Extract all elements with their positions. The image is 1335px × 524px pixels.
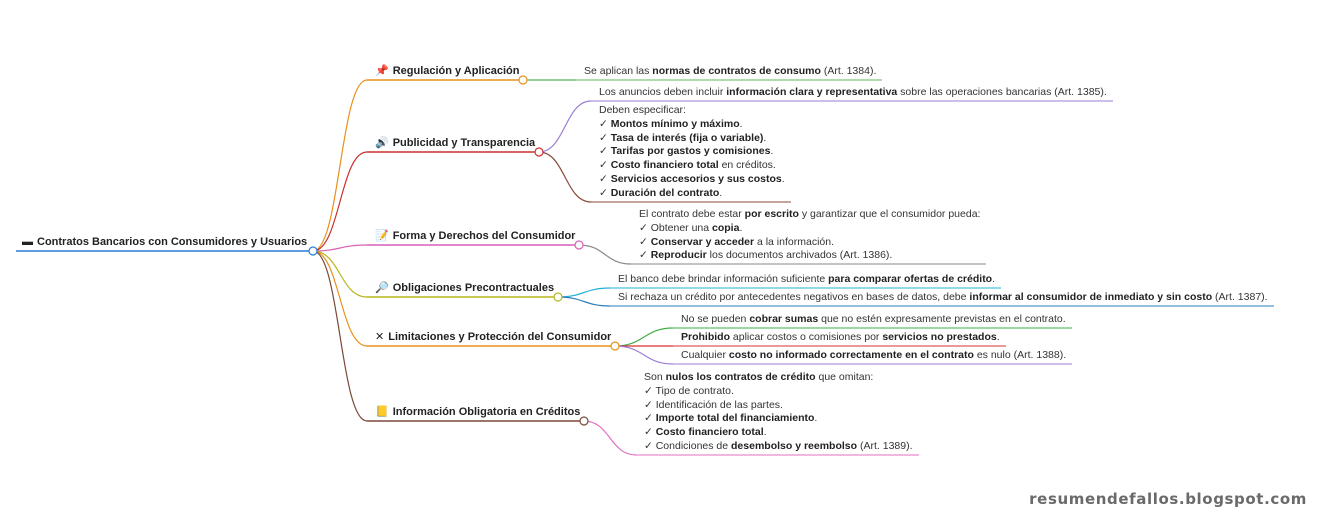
leaf-connector <box>615 346 673 364</box>
leaf-text-bold: Montos mínimo y máximo <box>610 117 740 130</box>
leaf-text: . <box>992 273 996 285</box>
branch-label: Información Obligatoria en Créditos <box>392 406 581 418</box>
leaf-text-bold: Importe total del financiamiento <box>655 412 815 425</box>
leaf-text: ✓ <box>599 131 611 144</box>
leaf-text-bold: Tasa de interés (fija o variable) <box>610 131 764 144</box>
leaf-text-bold: copia <box>712 221 740 234</box>
leaf-text: . <box>763 426 767 439</box>
leaf-text: Cualquier <box>681 349 729 361</box>
branch-node-circle <box>575 241 583 249</box>
cross-mark-icon: ✕ <box>375 331 385 343</box>
leaf-line <box>644 440 913 454</box>
leaf-line <box>599 173 785 187</box>
leaf-node <box>618 273 995 287</box>
card-box-icon: ▬ <box>22 236 33 248</box>
leaf-connector <box>539 152 591 202</box>
leaf-text: ✓ <box>639 235 651 248</box>
branch-node-circle <box>535 148 543 156</box>
leaf-node <box>639 208 980 263</box>
leaf-text: (Art. 1387). <box>1212 291 1268 303</box>
leaf-text-bold: normas de contratos de consumo <box>652 65 821 77</box>
leaf-text: ✓ <box>639 249 651 262</box>
branch-label: Publicidad y Transparencia <box>392 137 536 149</box>
leaf-node <box>584 65 876 79</box>
leaf-text: ✓ <box>644 426 656 439</box>
branch-node-circle <box>519 76 527 84</box>
pushpin-icon: 📌 <box>375 65 389 77</box>
leaf-text: ✓ <box>599 117 611 130</box>
leaf-text-bold: para comparar ofertas de crédito <box>828 273 993 285</box>
leaf-node <box>681 331 1000 345</box>
leaf-text: (Art. 1389). <box>857 439 913 452</box>
branch-connector <box>313 80 367 251</box>
leaf-line <box>644 371 913 385</box>
root-node <box>22 236 307 250</box>
leaf-text: que omitan: <box>815 371 874 383</box>
leaf-text: y garantizar que el consumidor pueda: <box>798 208 981 220</box>
leaf-text-bold: cobrar sumas <box>749 313 819 325</box>
leaf-line <box>639 236 980 250</box>
leaf-line <box>599 132 785 146</box>
branch-connector <box>313 251 367 346</box>
leaf-line <box>639 208 980 222</box>
leaf-line <box>618 291 1268 305</box>
leaf-line <box>644 399 913 413</box>
branch-publicidad <box>375 137 535 151</box>
leaf-text: . <box>770 145 774 158</box>
leaf-text-bold: por escrito <box>744 208 799 220</box>
leaf-text: . <box>719 186 723 199</box>
leaf-text: . <box>763 131 767 144</box>
leaf-node <box>681 349 1066 363</box>
branch-label: Obligaciones Precontractuales <box>392 282 555 294</box>
leaf-text: . <box>814 412 818 425</box>
leaf-text: ✓ Obtener una <box>639 221 713 234</box>
leaf-line <box>618 273 995 287</box>
leaf-text: ✓ <box>599 159 611 172</box>
branch-connector <box>313 251 367 421</box>
leaf-text-bold: Servicios accesorios y sus costos <box>610 172 782 185</box>
leaf-line <box>599 104 785 118</box>
branch-informacion <box>375 406 580 420</box>
leaf-text-bold: Tarifas por gastos y comisiones <box>610 145 771 158</box>
leaf-text: No se pueden <box>681 313 750 325</box>
leaf-node <box>644 371 913 454</box>
leaf-line <box>681 331 1000 345</box>
leaf-node <box>599 104 785 201</box>
leaf-connector <box>579 245 631 264</box>
leaf-text-bold: costo no informado correctamente en el contrato <box>728 349 974 361</box>
leaf-line <box>599 86 1107 100</box>
magnifier-icon: 🔎 <box>375 282 389 294</box>
leaf-text: ✓ Identificación de las partes. <box>644 398 783 411</box>
leaf-text: ✓ <box>599 186 611 199</box>
leaf-connector <box>539 101 591 152</box>
branch-label: Limitaciones y Protección del Consumidor <box>388 331 612 343</box>
branch-node-circle <box>611 342 619 350</box>
leaf-text: El contrato debe estar <box>639 208 745 220</box>
leaf-text: Deben especificar: <box>599 104 686 116</box>
watermark-text: resumendefallos.blogspot.com <box>1029 490 1307 508</box>
leaf-text-bold: Prohibido <box>681 331 730 343</box>
leaf-text: sobre las operaciones bancarias (Art. 1385). <box>897 86 1107 98</box>
leaf-line <box>599 118 785 132</box>
leaf-text: los documentos archivados (Art. 1386). <box>706 249 893 262</box>
leaf-line <box>639 222 980 236</box>
leaf-connector <box>584 421 636 455</box>
leaf-text-bold: Costo financiero total <box>610 159 719 172</box>
leaf-line <box>644 412 913 426</box>
branch-limitaciones <box>375 331 611 345</box>
leaf-text-bold: nulos los contratos de crédito <box>665 371 816 383</box>
leaf-line <box>599 145 785 159</box>
leaf-line <box>644 385 913 399</box>
branch-obligaciones <box>375 282 554 296</box>
leaf-text: ✓ <box>599 145 611 158</box>
leaf-text: es nulo (Art. 1388). <box>973 349 1067 361</box>
leaf-text: Si rechaza un crédito por antecedentes negativos en bases de datos, debe <box>618 291 970 303</box>
leaf-text: ✓ Tipo de contrato. <box>644 384 734 397</box>
root-label: Contratos Bancarios con Consumidores y Usuarios <box>37 236 308 248</box>
leaf-node <box>599 86 1107 100</box>
speaker-icon: 🔊 <box>375 137 389 149</box>
leaf-text: en créditos. <box>718 159 776 172</box>
leaf-text: . <box>739 117 743 130</box>
leaf-text-bold: informar al consumidor de inmediato y sin costo <box>969 291 1213 303</box>
leaf-text: ✓ Condiciones de <box>644 439 732 452</box>
leaf-text: Se aplican las <box>584 65 653 77</box>
branch-label: Forma y Derechos del Consumidor <box>392 230 576 242</box>
leaf-connector <box>558 297 610 306</box>
leaf-node <box>618 291 1268 305</box>
leaf-text-bold: desembolso y reembolso <box>731 439 858 452</box>
leaf-text: (Art. 1384). <box>820 65 877 77</box>
leaf-text-bold: Duración del contrato <box>610 186 720 199</box>
leaf-text: . <box>739 221 743 234</box>
leaf-text: El banco debe brindar información suficiente <box>618 273 829 285</box>
ledger-icon: 📒 <box>375 406 389 418</box>
leaf-text-bold: información clara y representativa <box>726 86 898 98</box>
leaf-text: ✓ <box>644 412 656 425</box>
leaf-text: Son <box>644 371 666 383</box>
leaf-node <box>681 313 1066 327</box>
leaf-connector <box>615 328 673 346</box>
leaf-text-bold: Conservar y acceder <box>650 235 755 248</box>
leaf-text: aplicar costos o comisiones por <box>730 331 883 343</box>
leaf-line <box>599 187 785 201</box>
leaf-line <box>599 159 785 173</box>
leaf-text: ✓ <box>599 172 611 185</box>
leaf-text: Los anuncios deben incluir <box>599 86 727 98</box>
memo-icon: 📝 <box>375 230 389 242</box>
branch-node-circle <box>580 417 588 425</box>
branch-regulacion <box>375 65 519 79</box>
root-node-circle <box>309 247 317 255</box>
branch-forma <box>375 230 575 244</box>
leaf-line <box>644 426 913 440</box>
leaf-line <box>584 65 876 79</box>
leaf-text: . <box>996 331 1000 343</box>
leaf-line <box>681 313 1066 327</box>
leaf-connector <box>558 288 610 297</box>
leaf-text-bold: servicios no prestados <box>882 331 997 343</box>
leaf-line <box>681 349 1066 363</box>
leaf-text: que no estén expresamente previstas en el contrato. <box>818 313 1066 325</box>
leaf-line <box>639 249 980 263</box>
leaf-text: a la información. <box>754 235 835 248</box>
leaf-text-bold: Costo financiero total <box>655 426 764 439</box>
branch-label: Regulación y Aplicación <box>392 65 520 77</box>
branch-node-circle <box>554 293 562 301</box>
leaf-text: . <box>781 172 785 185</box>
leaf-text-bold: Reproducir <box>650 249 707 262</box>
